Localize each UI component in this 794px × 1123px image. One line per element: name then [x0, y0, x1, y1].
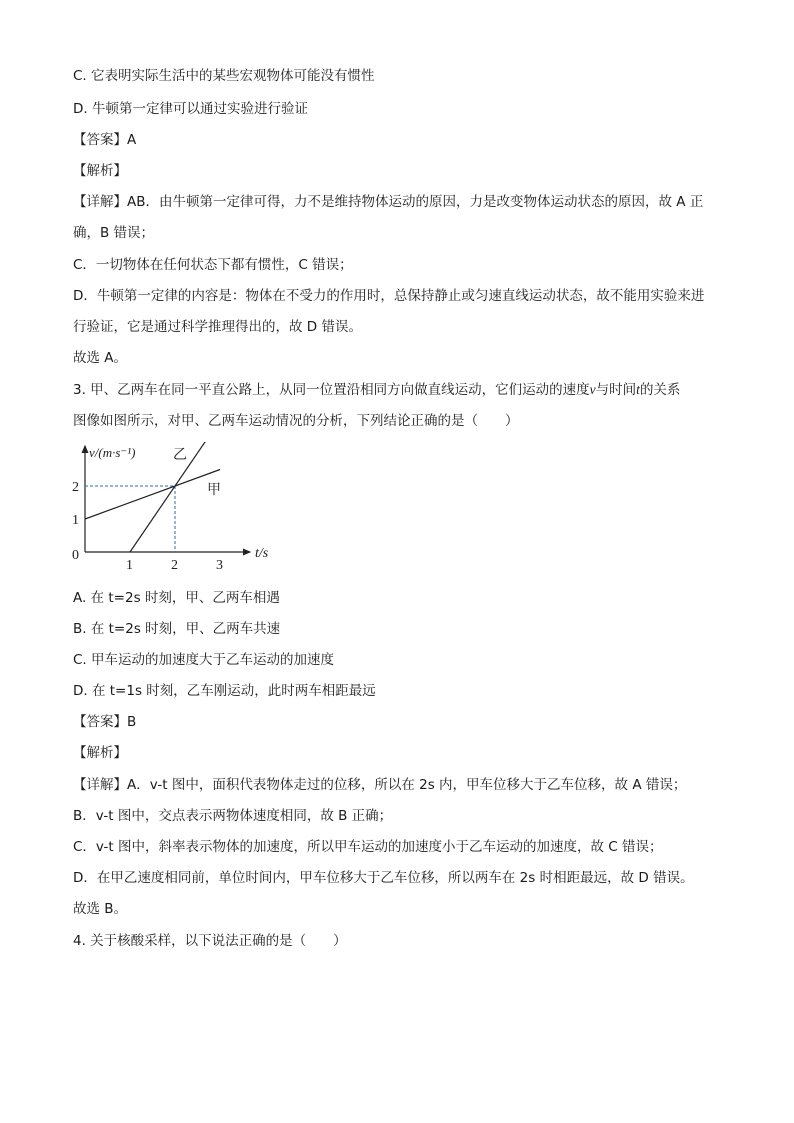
q3-stem-line-2: 图像如图所示，对甲、乙两车运动情况的分析，下列结论正确的是（ ） — [73, 413, 519, 429]
q3-detail-2: B．v-t 图中，交点表示两物体速度相同，故 B 正确； — [73, 808, 393, 824]
q3-stem-1c: 的关系 — [639, 382, 681, 398]
q3-stem-1b: 与时间 — [595, 382, 637, 398]
origin-label: 0 — [72, 548, 79, 563]
y-axis-label: v/(m·s⁻¹) — [89, 445, 136, 460]
prev-detail-1b: 确，B 错误； — [73, 225, 155, 241]
vt-graph — [68, 442, 268, 572]
q3-conclusion: 故选 B。 — [73, 901, 128, 917]
prev-option-d: D. 牛顿第一定律可以通过实验进行验证 — [73, 101, 308, 117]
y-tick-label-2: 2 — [72, 480, 79, 495]
q3-stem-line-1 — [73, 381, 680, 399]
q4-stem: 4. 关于核酸采样，以下说法正确的是（ ） — [73, 933, 347, 949]
q3-option-b: B. 在 t=2s 时刻，甲、乙两车共速 — [73, 621, 281, 637]
q3-stem-1a: 3. 甲、乙两车在同一平直公路上，从同一位置沿相同方向做直线运动，它们运动的速度 — [73, 382, 590, 398]
q3-option-c: C. 甲车运动的加速度大于乙车运动的加速度 — [73, 652, 335, 668]
prev-conclusion: 故选 A。 — [73, 350, 128, 366]
q3-detail-3: C．v-t 图中，斜率表示物体的加速度，所以甲车运动的加速度小于乙车运动的加速度，故 C 错误； — [73, 839, 663, 855]
prev-detail-3b: 行验证，它是通过科学推理得出的，故 D 错误。 — [73, 319, 362, 335]
q3-option-d: D. 在 t=1s 时刻，乙车刚运动，此时两车相距最远 — [73, 683, 376, 699]
series-label-yi: 乙 — [173, 448, 187, 463]
x-tick-label-3: 3 — [216, 558, 223, 572]
series-label-jia: 甲 — [207, 483, 221, 498]
x-tick-label-2: 2 — [171, 558, 178, 572]
q3-option-a: A. 在 t=2s 时刻，甲、乙两车相遇 — [73, 590, 280, 606]
x-axis-label: t/s — [255, 546, 268, 561]
prev-option-c: C. 它表明实际生活中的某些宏观物体可能没有惯性 — [73, 68, 375, 84]
prev-detail-3: D．牛顿第一定律的内容是：物体在不受力的作用时，总保持静止或匀速直线运动状态，故不能用实验来进 — [73, 288, 705, 304]
y-tick-label-1: 1 — [72, 513, 79, 528]
q3-answer: 【答案】B — [73, 714, 137, 730]
q3-detail-1: 【详解】A．v-t 图中，面积代表物体走过的位移，所以在 2s 内，甲车位移大于乙车位移，故 A 错误； — [73, 777, 687, 793]
prev-detail-2: C．一切物体在任何状态下都有惯性，C 错误； — [73, 257, 353, 273]
prev-detail-1: 【详解】AB．由牛顿第一定律可得，力不是维持物体运动的原因，力是改变物体运动状态的原因，故 A 正 — [73, 194, 704, 210]
prev-analysis-heading: 【解析】 — [73, 163, 127, 179]
x-tick-label-1: 1 — [126, 558, 133, 572]
q3-analysis-heading: 【解析】 — [73, 745, 127, 761]
q3-stem-t: t — [636, 382, 640, 397]
prev-answer: 【答案】A — [73, 132, 137, 148]
q3-stem-v: v — [589, 382, 596, 397]
q3-detail-4: D．在甲乙速度相同前，单位时间内，甲车位移大于乙车位移，所以两车在 2s 时相距最远，故 D 错误。 — [73, 870, 694, 886]
series-line-1 — [85, 470, 220, 520]
